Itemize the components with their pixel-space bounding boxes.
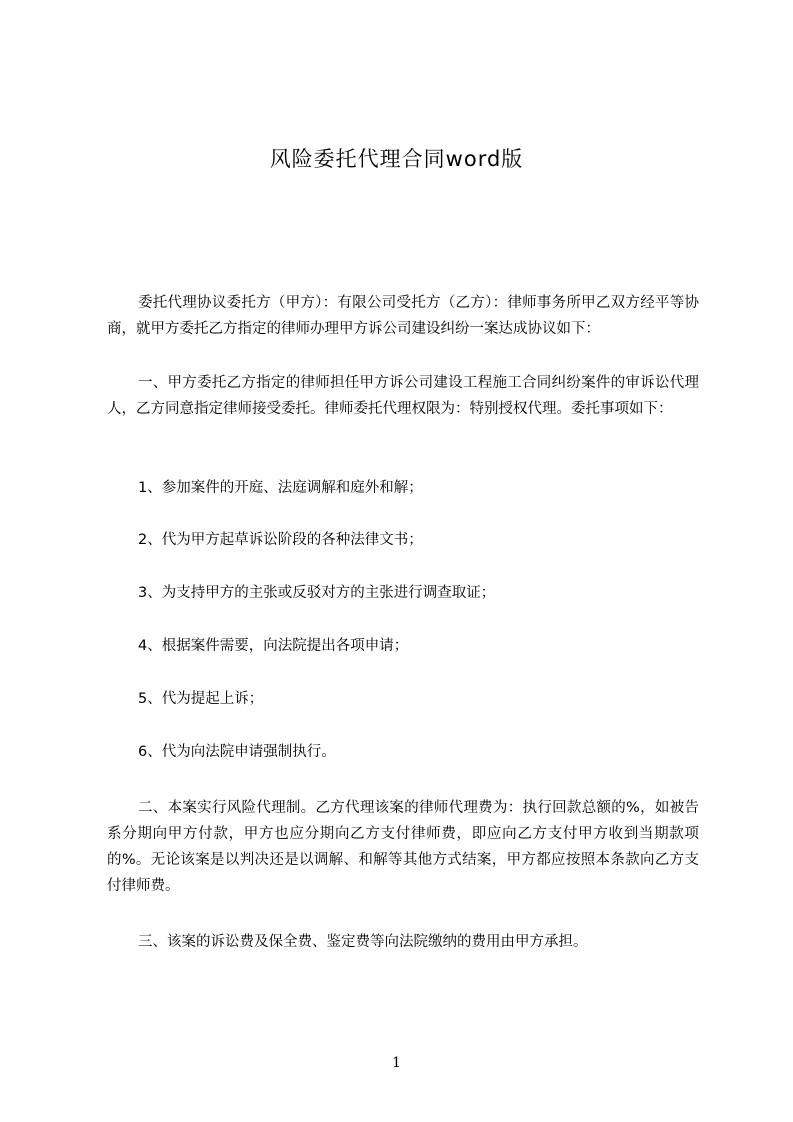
list-item: 1、参加案件的开庭、法庭调解和庭外和解； [138,480,423,496]
document-title: 风险委托代理合同word版 [269,147,524,171]
clause-2-paragraph: 二、本案实行风险代理制。乙方代理该案的律师代理费为：执行回款总额的%，如被告系分期向甲方付款，甲方也应分期向乙方支付律师费，即应向乙方支付甲方收到当期款项的%。无论该案是以判决还是以调解、和解等其他方式结案，甲方都应按照本条款向乙方支付律师费。 [107,800,699,894]
list-item: 3、为支持甲方的主张或反驳对方的主张进行调查取证； [138,585,496,601]
clause-3-paragraph: 三、该案的诉讼费及保全费、鉴定费等向法院缴纳的费用由甲方承担。 [138,934,588,950]
list-item: 4、根据案件需要，向法院提出各项申请； [138,638,409,654]
intro-paragraph: 委托代理协议委托方（甲方）：有限公司受托方（乙方）：律师事务所甲乙双方经平等协商，就甲方委托乙方指定的律师办理甲方诉公司建设纠纷一案达成协议如下： [107,295,699,337]
list-item: 5、代为提起上诉； [138,691,264,707]
clause-1-paragraph: 一、甲方委托乙方指定的律师担任甲方诉公司建设工程施工合同纠纷案件的审诉讼代理人，乙方同意指定律师接受委托。律师委托代理权限为：特别授权代理。委托事项如下： [107,375,699,417]
list-item: 2、代为甲方起草诉讼阶段的各种法律文书； [138,532,423,548]
list-item: 6、代为向法院申请强制执行。 [138,744,336,760]
page-number: 1 [392,1055,401,1071]
